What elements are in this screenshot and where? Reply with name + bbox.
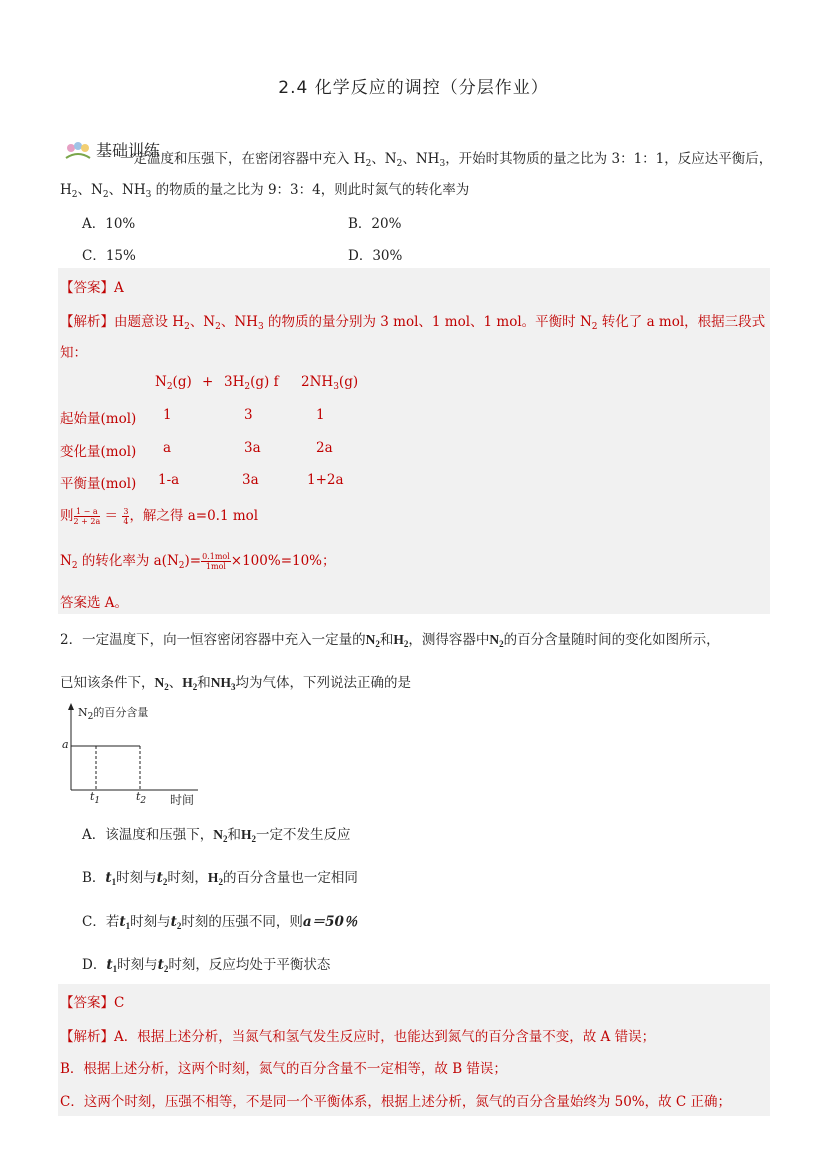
row-cell: 1 (163, 407, 172, 423)
row-cell: 3a (244, 440, 261, 456)
q1-option-d[interactable]: D．30% (348, 248, 403, 264)
row-cell: 2a (316, 440, 333, 456)
row-cell: a (163, 440, 172, 456)
q2-option-d[interactable]: D．$t_1$时刻与$t_2$时刻，反应均处于平衡状态 (82, 957, 331, 974)
q1-stem-line2: $H_2$、$N_2$、$NH_3$ 的物质的量之比为 9：3：4，则此时氮气的转化率为 (60, 182, 470, 200)
q2-explanation-b: B．根据上述分析，这两个时刻，氮气的百分含量不一定相等，故 B 错误； (60, 1061, 507, 1077)
equation-h2: $3H_2(g)$ f (224, 374, 279, 392)
chart-x-label: 时间 (170, 793, 195, 807)
q2-explanation-a: 【解析】A．根据上述分析，当氮气和氢气发生反应时，也能达到氮气的百分含量不变，故 A 错误； (60, 1029, 656, 1045)
row-cell: 1 (316, 407, 325, 423)
chart-y-label: $N_2$的百分含量 (78, 706, 149, 722)
q1-conversion: $N_2$ 的转化率为 $a(N_2)=$ $\frac{\text{0.1mol}}{\text{1mol}}$ ×100%=10%； (60, 552, 336, 571)
q1-option-c[interactable]: C．15% (82, 248, 136, 264)
q1-fraction-equation: 则 $\frac{1 - a}{2 + 2a}$ ＝ $\frac{3}{4}$ ，解之得 a=0.1 mol (60, 507, 259, 526)
equation-plus: + (202, 374, 214, 390)
q2-answer: 【答案】C (60, 995, 125, 1011)
book-icon (64, 140, 92, 160)
q2-stem-line2: 已知该条件下，$N_2$、$H_2$和$NH_3$均为气体，下列说法正确的是 (60, 675, 412, 692)
q1-option-a[interactable]: A．10% (82, 216, 136, 232)
q2-option-b[interactable]: B．$t_1$时刻与$t_2$时刻，$H_2$的百分含量也一定相同 (82, 870, 358, 887)
row-cell: 3a (242, 472, 259, 488)
q1-stem-line1: 一定温度和压强下，在密闭容器中充入 $H_2$、$N_2$、$NH_3$，开始时其物质的量之比为 3：1：1，反应达平衡后， (120, 151, 773, 169)
equation-n2: $N_2(g)$ (155, 374, 192, 392)
q2-option-c[interactable]: C．若$t_1$时刻与$t_2$时刻的压强不同，则a＝50％ (82, 914, 358, 931)
y-axis-arrow (68, 703, 74, 710)
q1-option-b[interactable]: B．20% (348, 216, 402, 232)
q2-explanation-c: C．这两个时刻，压强不相等，不是同一个平衡体系，根据上述分析，氮气的百分含量始终为 50%，故 C 正确； (60, 1094, 732, 1110)
row-label: 变化量(mol) (60, 444, 137, 460)
q1-explanation-line1: 【解析】由题意设 $H_2$、$N_2$、$NH_3$ 的物质的量分别为 3 mol、1 mol、1 mol。平衡时 $N_2$ 转化了 a mol，根据三段式 (60, 314, 766, 332)
q2-stem-line1: 2．一定温度下，向一恒容密闭容器中充入一定量的$N_2$和$H_2$，测得容器中$N_2$的百分含量随时间的变化如图所示， (60, 632, 720, 649)
row-label: 起始量(mol) (60, 411, 137, 427)
q1-answer: 【答案】A (60, 280, 124, 296)
chart-t1-label: $t_1$ (90, 790, 101, 806)
equation-nh3: $2NH_3(g)$ (301, 374, 359, 392)
row-label: 平衡量(mol) (60, 476, 137, 492)
q1-final-answer: 答案选 A。 (60, 595, 129, 611)
row-cell: 3 (244, 407, 253, 423)
q2-option-a[interactable]: A．该温度和压强下，$N_2$和$H_2$一定不发生反应 (82, 827, 351, 844)
q1-explanation-line2: 知： (60, 345, 87, 361)
page-title: 2.4 化学反应的调控（分层作业） (278, 78, 549, 98)
row-cell: 1+2a (307, 472, 344, 488)
chart-t2-label: $t_2$ (136, 790, 147, 806)
chart-a-label: a (62, 738, 69, 751)
row-cell: 1-a (158, 472, 180, 488)
section-heading: 基础训练 (96, 141, 161, 160)
